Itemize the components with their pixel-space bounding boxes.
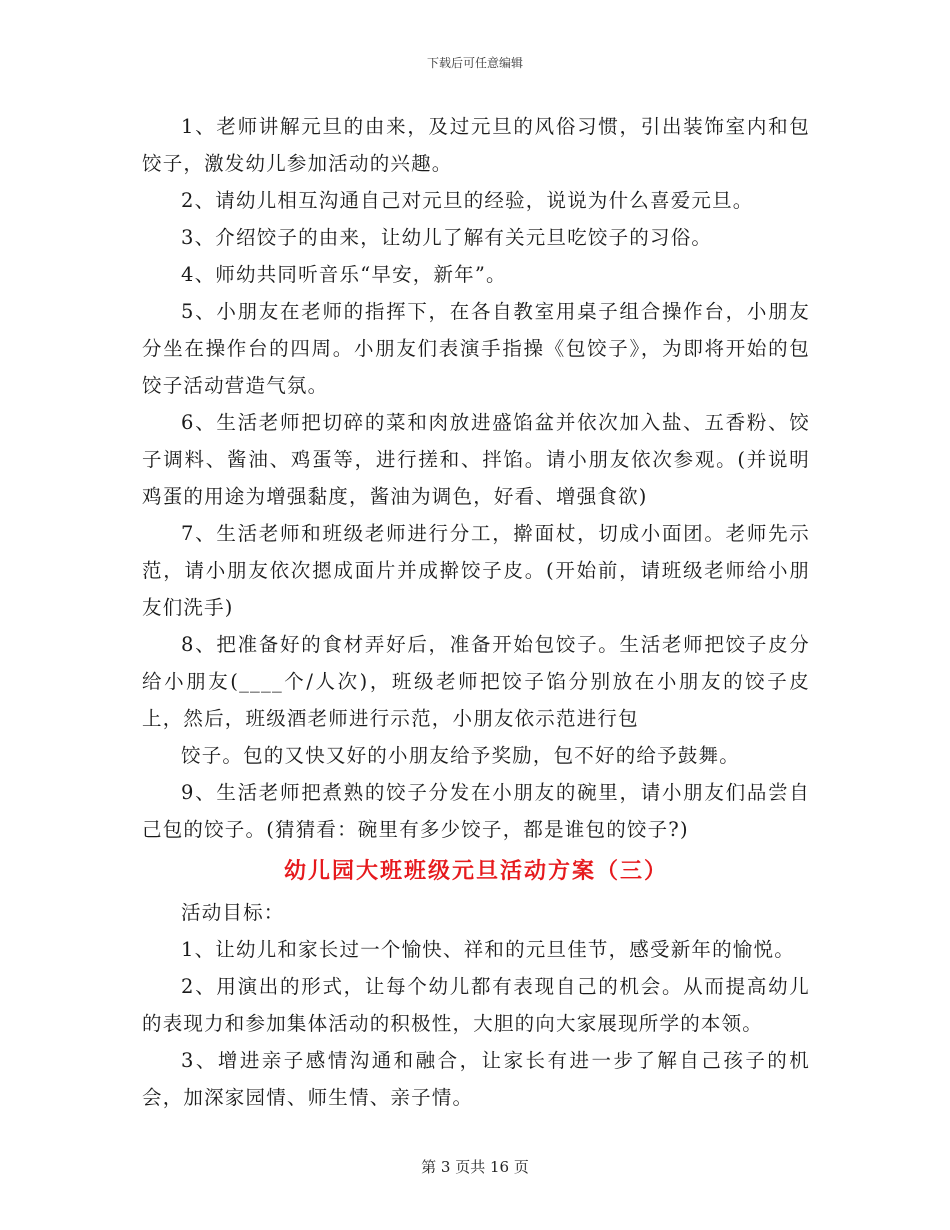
paragraph-step-5: 5、小朋友在老师的指挥下，在各自教室用桌子组合操作台，小朋友分坐在操作台的四周。小朋友们表演手指操《包饺子》，为即将开始的包饺子活动营造气氛。 xyxy=(142,300,810,397)
paragraph-step-8: 8、把准备好的食材弄好后，准备开始包饺子。生活老师把饺子皮分给小朋友(____个/人次)，班级老师把饺子馅分别放在小朋友的饺子皮上，然后，班级酒老师进行示范，小朋友依示范进行包 xyxy=(142,633,810,730)
goal-3: 3、增进亲子感情沟通和融合，让家长有进一步了解自己孩子的机会，加深家园情、师生情、亲子情。 xyxy=(142,1049,810,1109)
goal-2: 2、用演出的形式，让每个幼儿都有表现自己的机会。从而提高幼儿的表现力和参加集体活动的积极性，大胆的向大家展现所学的本领。 xyxy=(142,975,810,1035)
paragraph-step-3: 3、介绍饺子的由来，让幼儿了解有关元旦吃饺子的习俗。 xyxy=(181,226,713,249)
paragraph-step-7: 7、生活老师和班级老师进行分工，擀面杖，切成小面团。老师先示范，请小朋友依次摁成面片并成擀饺子皮。(开始前，请班级老师给小朋友们洗手) xyxy=(142,522,810,619)
page-header: 下载后可任意编辑 xyxy=(426,56,523,70)
paragraph-step-1: 1、老师讲解元旦的由来，及过元旦的风俗习惯，引出装饰室内和包饺子，激发幼儿参加活动的兴趣。 xyxy=(142,115,810,175)
goals-heading: 活动目标： xyxy=(181,901,285,924)
paragraph-step-4: 4、师幼共同听音乐“早安，新年”。 xyxy=(181,263,507,286)
paragraph-step-8-cont: 饺子。包的又快又好的小朋友给予奖励，包不好的给予鼓舞。 xyxy=(181,744,740,767)
paragraph-step-2: 2、请幼儿相互沟通自己对元旦的经验，说说为什么喜爱元旦。 xyxy=(181,189,754,212)
paragraph-step-9: 9、生活老师把煮熟的饺子分发在小朋友的碗里，请小朋友们品尝自己包的饺子。(猜猜看：碗里有多少饺子，都是谁包的饺子?) xyxy=(142,781,810,841)
goal-1: 1、让幼儿和家长过一个愉快、祥和的元旦佳节，感受新年的愉悦。 xyxy=(181,938,795,961)
document-body xyxy=(142,108,810,1116)
section-title: 幼儿园大班班级元旦活动方案（三） xyxy=(283,859,668,884)
page-footer: 第 3 页共 16 页 xyxy=(421,1158,529,1176)
paragraph-step-6: 6、生活老师把切碎的菜和肉放进盛馅盆并依次加入盐、五香粉、饺子调料、酱油、鸡蛋等，进行搓和、拌馅。请小朋友依次参观。(并说明鸡蛋的用途为增强黏度，酱油为调色，好看、增强食欲) xyxy=(142,411,810,508)
